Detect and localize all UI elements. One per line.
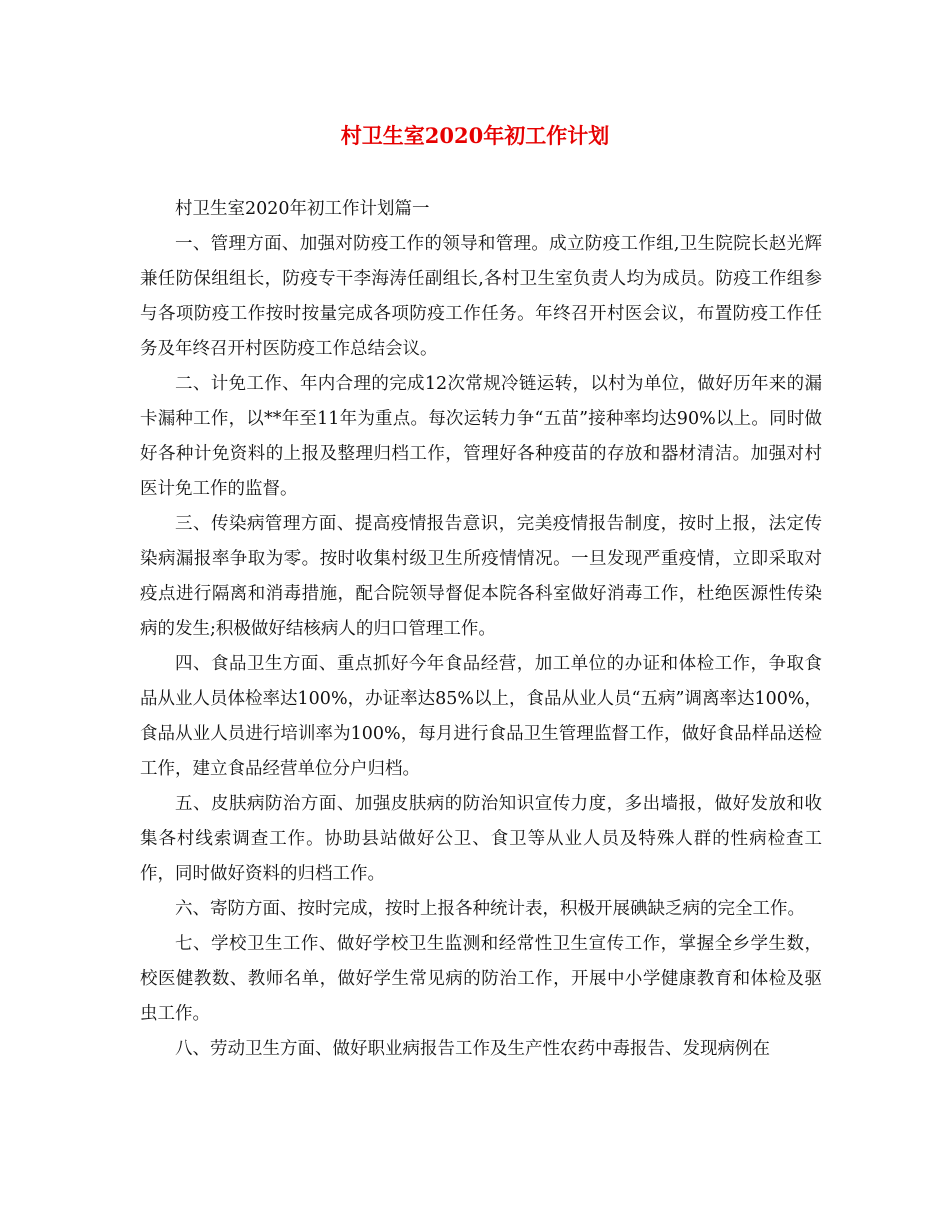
paragraph-management: 一、管理方面、加强对防疫工作的领导和管理。成立防疫工作组,卫生院院长赵光辉兼任防保组组长，防疫专干李海涛任副组长,各村卫生室负责人均为成员。防疫工作组参与各项防疫工作按时按量完成各项防疫工作任务。年终召开村医会议，布置防疫工作任务及年终召开村医防疫工作总结会议。 — [140, 234, 822, 359]
paragraph-occupational-health: 八、劳动卫生方面、做好职业病报告工作及生产性农药中毒报告、发现病例在 — [175, 1039, 770, 1059]
paragraph-immunization: 二、计免工作、年内合理的完成12次常规冷链运转，以村为单位，做好历年来的漏卡漏种工作，以**年至11年为重点。每次运转力争“五苗”接种率均达90%以上。同时做好各种计免资料的上报及整理归档工作，管理好各种疫苗的存放和器材清洁。加强对村医计免工作的监督。 — [140, 374, 822, 499]
paragraph-endemic-disease: 六、寄防方面、按时完成，按时上报各种统计表，积极开展碘缺乏病的完全工作。 — [175, 899, 805, 919]
paragraph-school-health: 七、学校卫生工作、做好学校卫生监测和经常性卫生宣传工作，掌握全乡学生数，校医健教数、教师名单，做好学生常见病的防治工作，开展中小学健康教育和体检及驱虫工作。 — [140, 934, 822, 1024]
paragraph-infectious-disease: 三、传染病管理方面、提高疫情报告意识，完美疫情报告制度，按时上报，法定传染病漏报率争取为零。按时收集村级卫生所疫情情况。一旦发现严重疫情，立即采取对疫点进行隔离和消毒措施，配合院领导督促本院各科室做好消毒工作，杜绝医源性传染病的发生;积极做好结核病人的归口管理工作。 — [140, 514, 822, 639]
document-body — [140, 192, 822, 1067]
paragraph-food-hygiene: 四、食品卫生方面、重点抓好今年食品经营，加工单位的办证和体检工作，争取食品从业人员体检率达100%，办证率达85%以上，食品从业人员“五病”调离率达100%，食品从业人员进行培训率为100%，每月进行食品卫生管理监督工作，做好食品样品送检工作，建立食品经营单位分户归档。 — [140, 654, 822, 779]
section-heading: 村卫生室2020年初工作计划篇一 — [175, 199, 430, 219]
document-title: 村卫生室2020年初工作计划 — [340, 123, 610, 148]
paragraph-skin-disease: 五、皮肤病防治方面、加强皮肤病的防治知识宣传力度，多出墙报，做好发放和收集各村线索调查工作。协助县站做好公卫、食卫等从业人员及特殊人群的性病检查工作，同时做好资料的归档工作。 — [140, 794, 822, 884]
